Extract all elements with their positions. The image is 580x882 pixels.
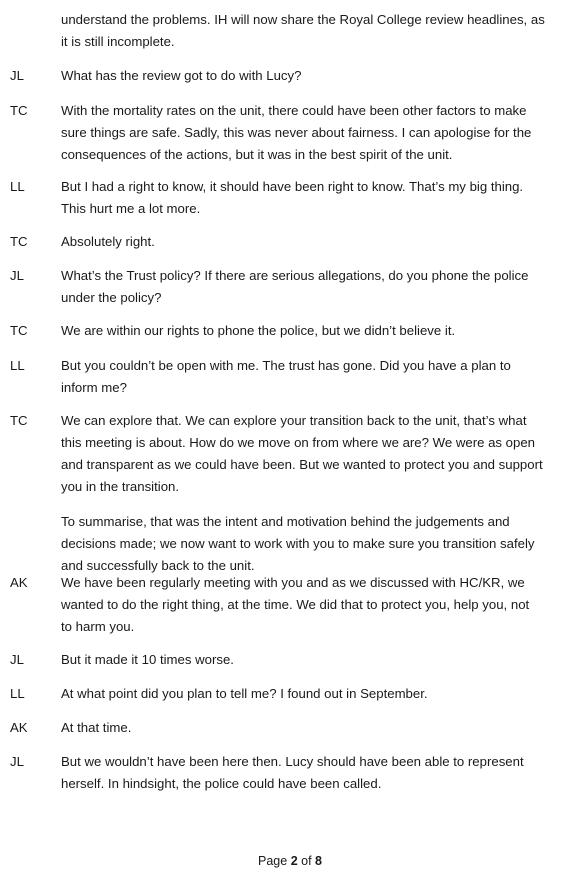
statement-line: decisions made; we now want to work with you to make sure you transition safely — [61, 536, 535, 551]
statement-line: This hurt me a lot more. — [61, 201, 201, 216]
statement-line: understand the problems. IH will now share the Royal College review headlines, as — [61, 12, 545, 27]
current-page-number: 2 — [290, 854, 298, 868]
statement-text — [61, 511, 561, 577]
statement-line: We are within our rights to phone the police, but we didn’t believe it. — [61, 323, 456, 338]
statement-line: and successfully back to the unit. — [61, 558, 255, 573]
statement-line: consequences of the actions, but it was in the best spirit of the unit. — [61, 147, 453, 162]
statement-line: Absolutely right. — [61, 234, 155, 249]
statement-line: you in the transition. — [61, 479, 180, 494]
statement-line: inform me? — [61, 380, 127, 395]
statement-text — [61, 410, 561, 498]
speaker-initials: LL — [10, 358, 25, 373]
statement-line: under the policy? — [61, 290, 162, 305]
statement-line: But you couldn’t be open with me. The trust has gone. Did you have a plan to — [61, 358, 511, 373]
statement-text — [61, 100, 561, 166]
statement-line: But it made it 10 times worse. — [61, 652, 234, 667]
statement-line: But we wouldn’t have been here then. Lucy should have been able to represent — [61, 754, 524, 769]
statement-text — [61, 320, 561, 342]
speaker-initials: TC — [10, 234, 28, 249]
speaker-initials: TC — [10, 323, 28, 338]
statement-line: to harm you. — [61, 619, 135, 634]
statement-text — [61, 265, 561, 309]
speaker-initials: TC — [10, 103, 28, 118]
page-footer — [0, 850, 580, 872]
statement-line: sure things are safe. Sadly, this was never about fairness. I can apologise for the — [61, 125, 532, 140]
statement-text — [61, 9, 561, 53]
statement-line: herself. In hindsight, the police could have been called. — [61, 776, 382, 791]
statement-line: To summarise, that was the intent and motivation behind the judgements and — [61, 514, 510, 529]
statement-line: At that time. — [61, 720, 132, 735]
total-page-count: 8 — [315, 854, 322, 868]
statement-text — [61, 355, 561, 399]
statement-line: What has the review got to do with Lucy? — [61, 68, 302, 83]
statement-text — [61, 176, 561, 220]
page-label: Page — [258, 854, 291, 868]
statement-line: and transparent as we could have been. But we wanted to protect you and support — [61, 457, 543, 472]
speaker-initials: TC — [10, 413, 28, 428]
statement-text — [61, 231, 561, 253]
speaker-initials: LL — [10, 179, 25, 194]
statement-line: We can explore that. We can explore your transition back to the unit, that’s what — [61, 413, 527, 428]
speaker-initials: JL — [10, 754, 24, 769]
speaker-initials: JL — [10, 268, 24, 283]
speaker-initials: JL — [10, 652, 24, 667]
statement-text — [61, 65, 561, 87]
statement-text — [61, 572, 561, 638]
statement-line: it is still incomplete. — [61, 34, 175, 49]
statement-line: wanted to do the right thing, at the time. We did that to protect you, help you, not — [61, 597, 530, 612]
statement-text — [61, 649, 561, 671]
statement-line: this meeting is about. How do we move on from where we are? We were as open — [61, 435, 536, 450]
statement-text — [61, 751, 561, 795]
speaker-initials: AK — [10, 575, 28, 590]
statement-line: We have been regularly meeting with you and as we discussed with HC/KR, we — [61, 575, 525, 590]
statement-line: What’s the Trust policy? If there are serious allegations, do you phone the police — [61, 268, 529, 283]
statement-text — [61, 683, 561, 705]
statement-line: At what point did you plan to tell me? I found out in September. — [61, 686, 428, 701]
statement-line: But I had a right to know, it should have been right to know. That’s my big thing. — [61, 179, 524, 194]
page-of-label: of — [297, 854, 316, 868]
speaker-initials: AK — [10, 720, 28, 735]
statement-line: With the mortality rates on the unit, there could have been other factors to make — [61, 103, 527, 118]
statement-text — [61, 717, 561, 739]
speaker-initials: LL — [10, 686, 25, 701]
speaker-initials: JL — [10, 68, 24, 83]
